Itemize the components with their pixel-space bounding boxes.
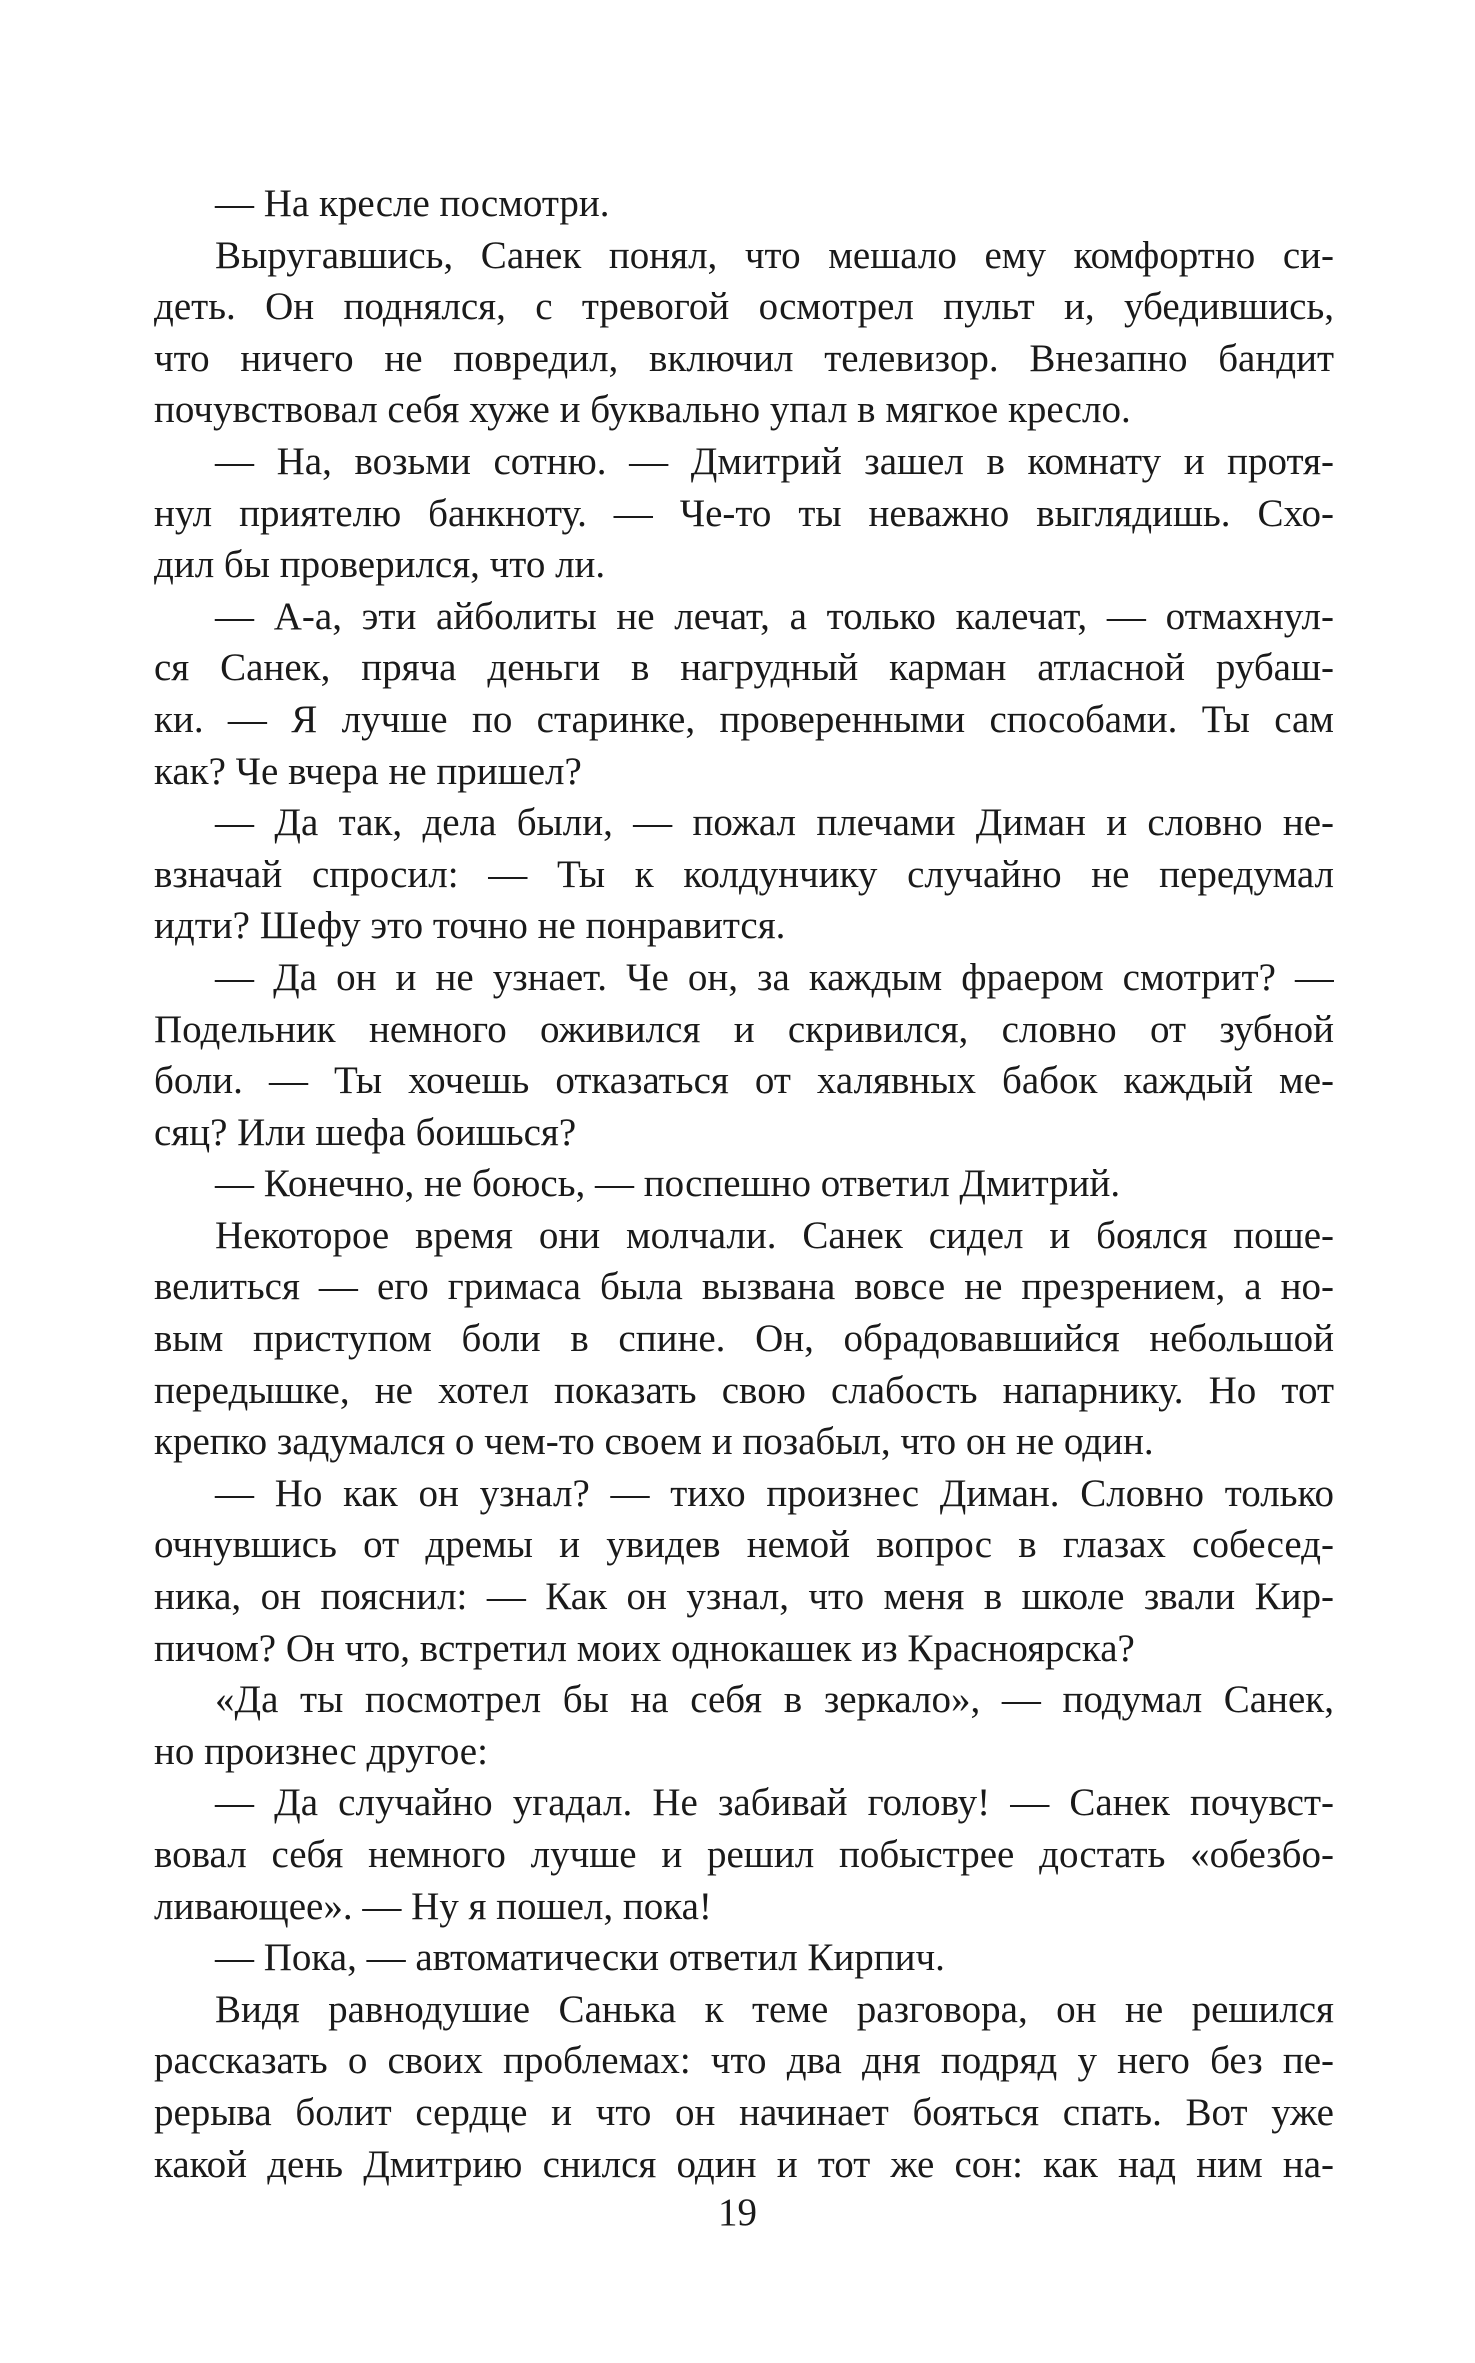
text-line: «Да ты посмотрел бы на себя в зеркало», — подумал Санек, bbox=[215, 1678, 1334, 1722]
text-line: идти? Шефу это точно не понравится. bbox=[154, 904, 786, 948]
text-line: рерыва болит сердце и что он начинает бояться спать. Вот уже bbox=[154, 2090, 1334, 2134]
text-line: рассказать о своих проблемах: что два дня подряд у него без пе- bbox=[154, 2039, 1334, 2083]
text-line: — Конечно, не боюсь, — поспешно ответил Дмитрий. bbox=[215, 1162, 1121, 1206]
text-line: крепко задумался о чем-то своем и позабыл, что он не один. bbox=[154, 1420, 1154, 1464]
text-line: как? Че вчера не пришел? bbox=[154, 749, 582, 793]
text-line: вовал себя немного лучше и решил побыстрее достать «обезбо- bbox=[154, 1833, 1334, 1876]
text-line: велиться — его гримаса была вызвана вовсе не презрением, а но- bbox=[154, 1265, 1334, 1309]
text-line: — На кресле посмотри. bbox=[215, 182, 610, 225]
text-line: боли. — Ты хочешь отказаться от халявных бабок каждый ме- bbox=[154, 1059, 1334, 1103]
text-line: — Да он и не узнает. Че он, за каждым фраером смотрит? — bbox=[215, 955, 1334, 999]
text-line: но произнес другое: bbox=[154, 1729, 488, 1773]
text-line: — Да так, дела были, — пожал плечами Диман и словно не- bbox=[215, 801, 1334, 845]
text-line: ливающее». — Ну я пошел, пока! bbox=[154, 1884, 712, 1928]
text-line: — Пока, — автоматически ответил Кирпич. bbox=[215, 1936, 945, 1980]
body-text bbox=[154, 178, 1334, 2190]
text-line: ся Санек, пряча деньги в нагрудный карман атласной рубаш- bbox=[154, 646, 1334, 690]
text-line: очнувшись от дремы и увидев немой вопрос в глазах собесед- bbox=[154, 1523, 1334, 1567]
text-line: какой день Дмитрию снился один и тот же сон: как над ним на- bbox=[154, 2142, 1334, 2186]
page-number: 19 bbox=[718, 2191, 757, 2234]
text-line: ки. — Я лучше по старинке, проверенными способами. Ты сам bbox=[154, 697, 1334, 741]
text-line: что ничего не повредил, включил телевизор. Внезапно бандит bbox=[154, 336, 1334, 380]
text-line: почувствовал себя хуже и буквально упал в мягкое кресло. bbox=[154, 388, 1131, 432]
text-line: Видя равнодушие Санька к теме разговора, он не решился bbox=[215, 1987, 1334, 2031]
text-line: — На, возьми сотню. — Дмитрий зашел в комнату и протя- bbox=[215, 439, 1334, 483]
text-line: — Да случайно угадал. Не забивай голову! — Санек почувст- bbox=[215, 1781, 1334, 1825]
text-line: сяц? Или шефа боишься? bbox=[154, 1110, 577, 1154]
text-line: взначай спросил: — Ты к колдунчику случайно не передумал bbox=[154, 852, 1334, 896]
text-line: вым приступом боли в спине. Он, обрадовавшийся небольшой bbox=[154, 1317, 1334, 1361]
text-line: передышке, не хотел показать свою слабость напарнику. Но тот bbox=[154, 1368, 1334, 1412]
text-line: — А-а, эти айболиты не лечат, а только калечат, — отмахнул- bbox=[215, 594, 1334, 638]
text-line: дил бы проверился, что ли. bbox=[154, 543, 606, 587]
text-line: Подельник немного оживился и скривился, словно от зубной bbox=[154, 1007, 1334, 1051]
text-line: Некоторое время они молчали. Санек сидел и боялся поше- bbox=[215, 1213, 1334, 1257]
text-line: деть. Он поднялся, с тревогой осмотрел пульт и, убедившись, bbox=[154, 285, 1334, 329]
text-line: Выругавшись, Санек понял, что мешало ему комфортно си- bbox=[215, 233, 1334, 277]
text-line: нул приятелю банкноту. — Че-то ты неважно выглядишь. Схо- bbox=[154, 491, 1334, 535]
text-line: пичом? Он что, встретил моих однокашек из Красноярска? bbox=[154, 1626, 1135, 1670]
text-line: — Но как он узнал? — тихо произнес Диман. Словно только bbox=[215, 1471, 1334, 1515]
text-line: ника, он пояснил: — Как он узнал, что меня в школе звали Кир- bbox=[154, 1575, 1334, 1619]
